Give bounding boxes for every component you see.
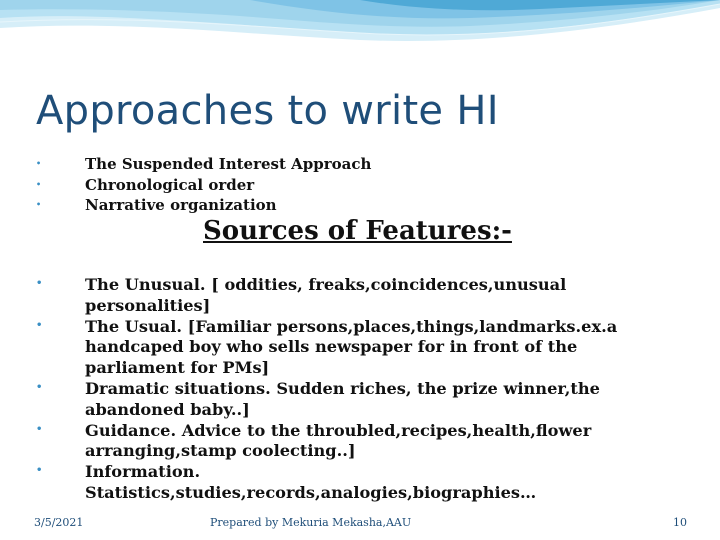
approaches-list [36, 154, 371, 216]
list-item [36, 154, 371, 175]
feature-text: The Usual. [Familiar persons,places,things,landmarks.ex.a handcaped boy who sells newspaper for in front of the parliament for PMs] [85, 316, 618, 378]
footer-date: 3/5/2021 [34, 516, 84, 529]
bullet-icon: • [36, 423, 43, 435]
feature-text: Information. Statistics,studies,records,analogies,biographies… [85, 462, 537, 502]
approach-text: Chronological order [85, 175, 255, 194]
feature-text: Dramatic situations. Sudden riches, the prize winner,the abandoned baby..] [85, 378, 600, 419]
bullet-icon: • [36, 159, 42, 168]
approach-text: Narrative organization [85, 196, 277, 214]
features-list [36, 275, 656, 504]
list-item [36, 195, 371, 216]
header-wave-decoration [0, 0, 720, 90]
list-item [36, 421, 656, 463]
list-item [36, 317, 656, 379]
list-item [36, 462, 656, 504]
bullet-icon: • [36, 179, 42, 189]
feature-text: Guidance. Advice to the throubled,recipes,health,flower arranging,stamp coolecting..] [85, 420, 592, 461]
bullet-icon: • [36, 319, 43, 331]
bullet-icon: • [36, 465, 43, 477]
list-item [36, 175, 371, 196]
bullet-icon: • [36, 200, 42, 209]
footer-author: Prepared by Mekuria Mekasha,AAU [210, 516, 412, 529]
bullet-icon: • [36, 381, 43, 393]
feature-text: The Unusual. [ oddities, freaks,coincidences,unusual personalities] [85, 275, 567, 315]
slide-number: 10 [673, 516, 687, 529]
section-heading: Sources of Features:- [203, 216, 512, 246]
slide-title: Approaches to write HI [36, 88, 499, 134]
approach-text: The Suspended Interest Approach [85, 155, 372, 173]
list-item [36, 379, 656, 421]
list-item [36, 275, 656, 317]
bullet-icon: • [36, 278, 43, 289]
